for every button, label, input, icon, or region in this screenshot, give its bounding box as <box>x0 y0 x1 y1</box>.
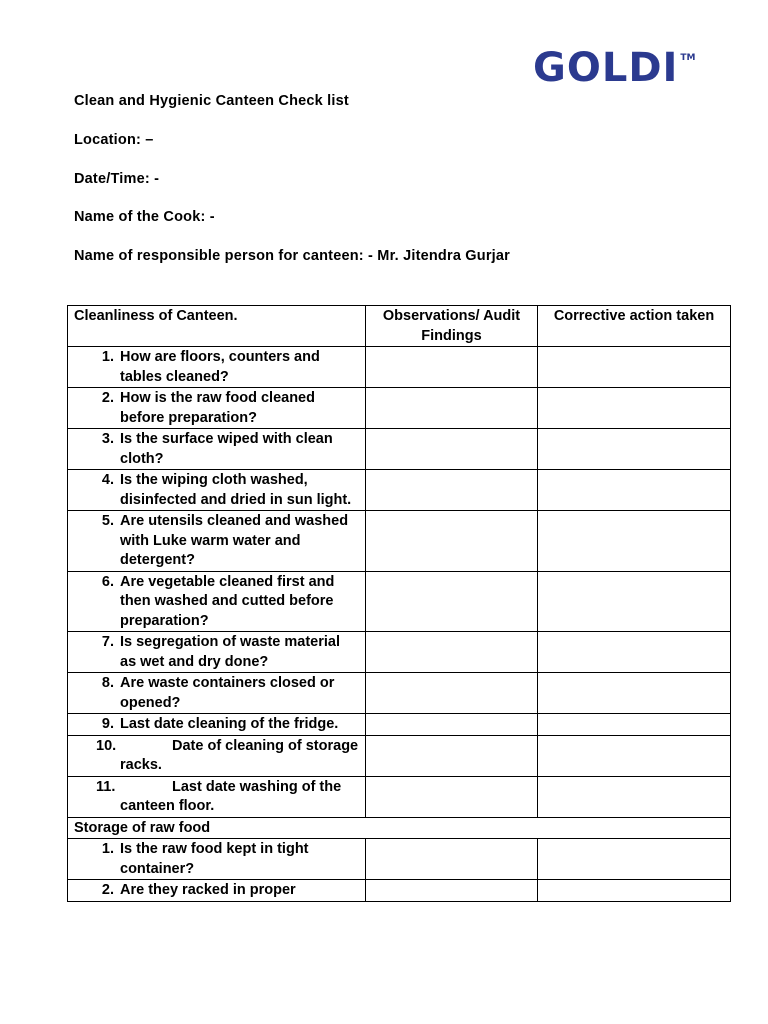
checklist-question <box>68 470 366 511</box>
question-number: 10. <box>96 737 117 754</box>
checklist-row <box>68 388 731 429</box>
column-header-corrective-action: Corrective action taken <box>538 306 731 347</box>
question-number: 5. <box>101 513 114 529</box>
checklist-question <box>68 511 366 572</box>
checklist-row <box>68 347 731 388</box>
observation-cell[interactable] <box>366 880 538 902</box>
question-number: 8. <box>101 675 114 691</box>
corrective-action-cell[interactable] <box>538 388 731 429</box>
checklist-row <box>68 511 731 572</box>
checklist-row <box>68 673 731 714</box>
checklist-question <box>68 571 366 632</box>
observation-cell[interactable] <box>366 673 538 714</box>
cook-name-field: Name of the Cook: - <box>74 209 215 225</box>
checklist-question <box>68 880 366 902</box>
checklist-row <box>68 735 731 776</box>
checklist-question <box>68 347 366 388</box>
observation-cell[interactable] <box>366 839 538 880</box>
question-number: 3. <box>101 431 114 447</box>
question-number: 1. <box>101 841 114 857</box>
trademark-mark: TM <box>680 53 696 63</box>
question-text: Are waste containers closed or opened? <box>120 675 335 711</box>
question-number: 4. <box>101 472 114 488</box>
observation-cell[interactable] <box>366 470 538 511</box>
checklist-row <box>68 776 731 817</box>
corrective-action-cell[interactable] <box>538 571 731 632</box>
corrective-action-cell[interactable] <box>538 511 731 572</box>
question-number: 2. <box>101 390 114 406</box>
checklist-question <box>68 735 366 776</box>
column-header-observations: Observations/ Audit Findings <box>366 306 538 347</box>
question-text: Is the wiping cloth washed, disinfected and dried in sun light. <box>120 472 352 508</box>
observation-cell[interactable] <box>366 632 538 673</box>
checklist-row <box>68 470 731 511</box>
checklist-question <box>68 714 366 736</box>
corrective-action-cell[interactable] <box>538 470 731 511</box>
checklist-question <box>68 429 366 470</box>
question-text: Last date cleaning of the fridge. <box>120 716 339 732</box>
question-number: 11. <box>96 778 116 795</box>
datetime-field: Date/Time: - <box>74 171 160 187</box>
checklist-row <box>68 429 731 470</box>
checklist-row <box>68 571 731 632</box>
observation-cell[interactable] <box>366 511 538 572</box>
logo-text: GOLDI <box>533 45 679 91</box>
corrective-action-cell[interactable] <box>538 714 731 736</box>
checklist-question <box>68 839 366 880</box>
question-number: 6. <box>101 573 114 590</box>
corrective-action-cell[interactable] <box>538 880 731 902</box>
question-text: Are vegetable cleaned first and then washed and cutted before preparation? <box>120 573 335 629</box>
corrective-action-cell[interactable] <box>538 673 731 714</box>
checklist-row <box>68 714 731 736</box>
question-number: 9. <box>101 716 114 732</box>
question-number: 7. <box>101 634 114 650</box>
header-row <box>68 306 731 347</box>
question-number: 2. <box>101 882 114 898</box>
checklist-question <box>68 776 366 817</box>
checklist-question <box>68 632 366 673</box>
section-title-row <box>68 817 731 839</box>
observation-cell[interactable] <box>366 571 538 632</box>
corrective-action-cell[interactable] <box>538 776 731 817</box>
question-text: Is the surface wiped with clean cloth? <box>120 431 333 467</box>
question-text: Is the raw food kept in tight container? <box>120 841 309 877</box>
corrective-action-cell[interactable] <box>538 839 731 880</box>
checklist-question <box>68 388 366 429</box>
checklist-body <box>68 306 731 902</box>
checklist-row <box>68 880 731 902</box>
checklist-question <box>68 673 366 714</box>
question-number: 1. <box>101 349 114 365</box>
observation-cell[interactable] <box>366 776 538 817</box>
checklist-row <box>68 632 731 673</box>
responsible-person-field: Name of responsible person for canteen: - Mr. Jitendra Gurjar <box>74 248 511 264</box>
section-title: Storage of raw food <box>68 817 731 839</box>
corrective-action-cell[interactable] <box>538 735 731 776</box>
question-text: Are utensils cleaned and washed with Luke warm water and detergent? <box>120 513 349 568</box>
observation-cell[interactable] <box>366 429 538 470</box>
corrective-action-cell[interactable] <box>538 429 731 470</box>
observation-cell[interactable] <box>366 735 538 776</box>
corrective-action-cell[interactable] <box>538 632 731 673</box>
observation-cell[interactable] <box>366 347 538 388</box>
question-text: Date of cleaning of storage racks. <box>120 737 359 773</box>
question-text: How are floors, counters and tables cleaned? <box>120 349 320 385</box>
question-text: Is segregation of waste material as wet and dry done? <box>120 634 340 670</box>
column-header-item: Cleanliness of Canteen. <box>68 306 366 347</box>
document-title: Clean and Hygienic Canteen Check list <box>74 93 349 109</box>
checklist-row <box>68 839 731 880</box>
observation-cell[interactable] <box>366 714 538 736</box>
observation-cell[interactable] <box>366 388 538 429</box>
goldi-logo <box>533 45 696 91</box>
question-text: Are they racked in proper <box>120 882 296 898</box>
question-text: Last date washing of the canteen floor. <box>120 778 342 814</box>
question-text: How is the raw food cleaned before preparation? <box>120 390 315 426</box>
location-field: Location: – <box>74 132 154 148</box>
checklist-table <box>67 305 731 902</box>
corrective-action-cell[interactable] <box>538 347 731 388</box>
